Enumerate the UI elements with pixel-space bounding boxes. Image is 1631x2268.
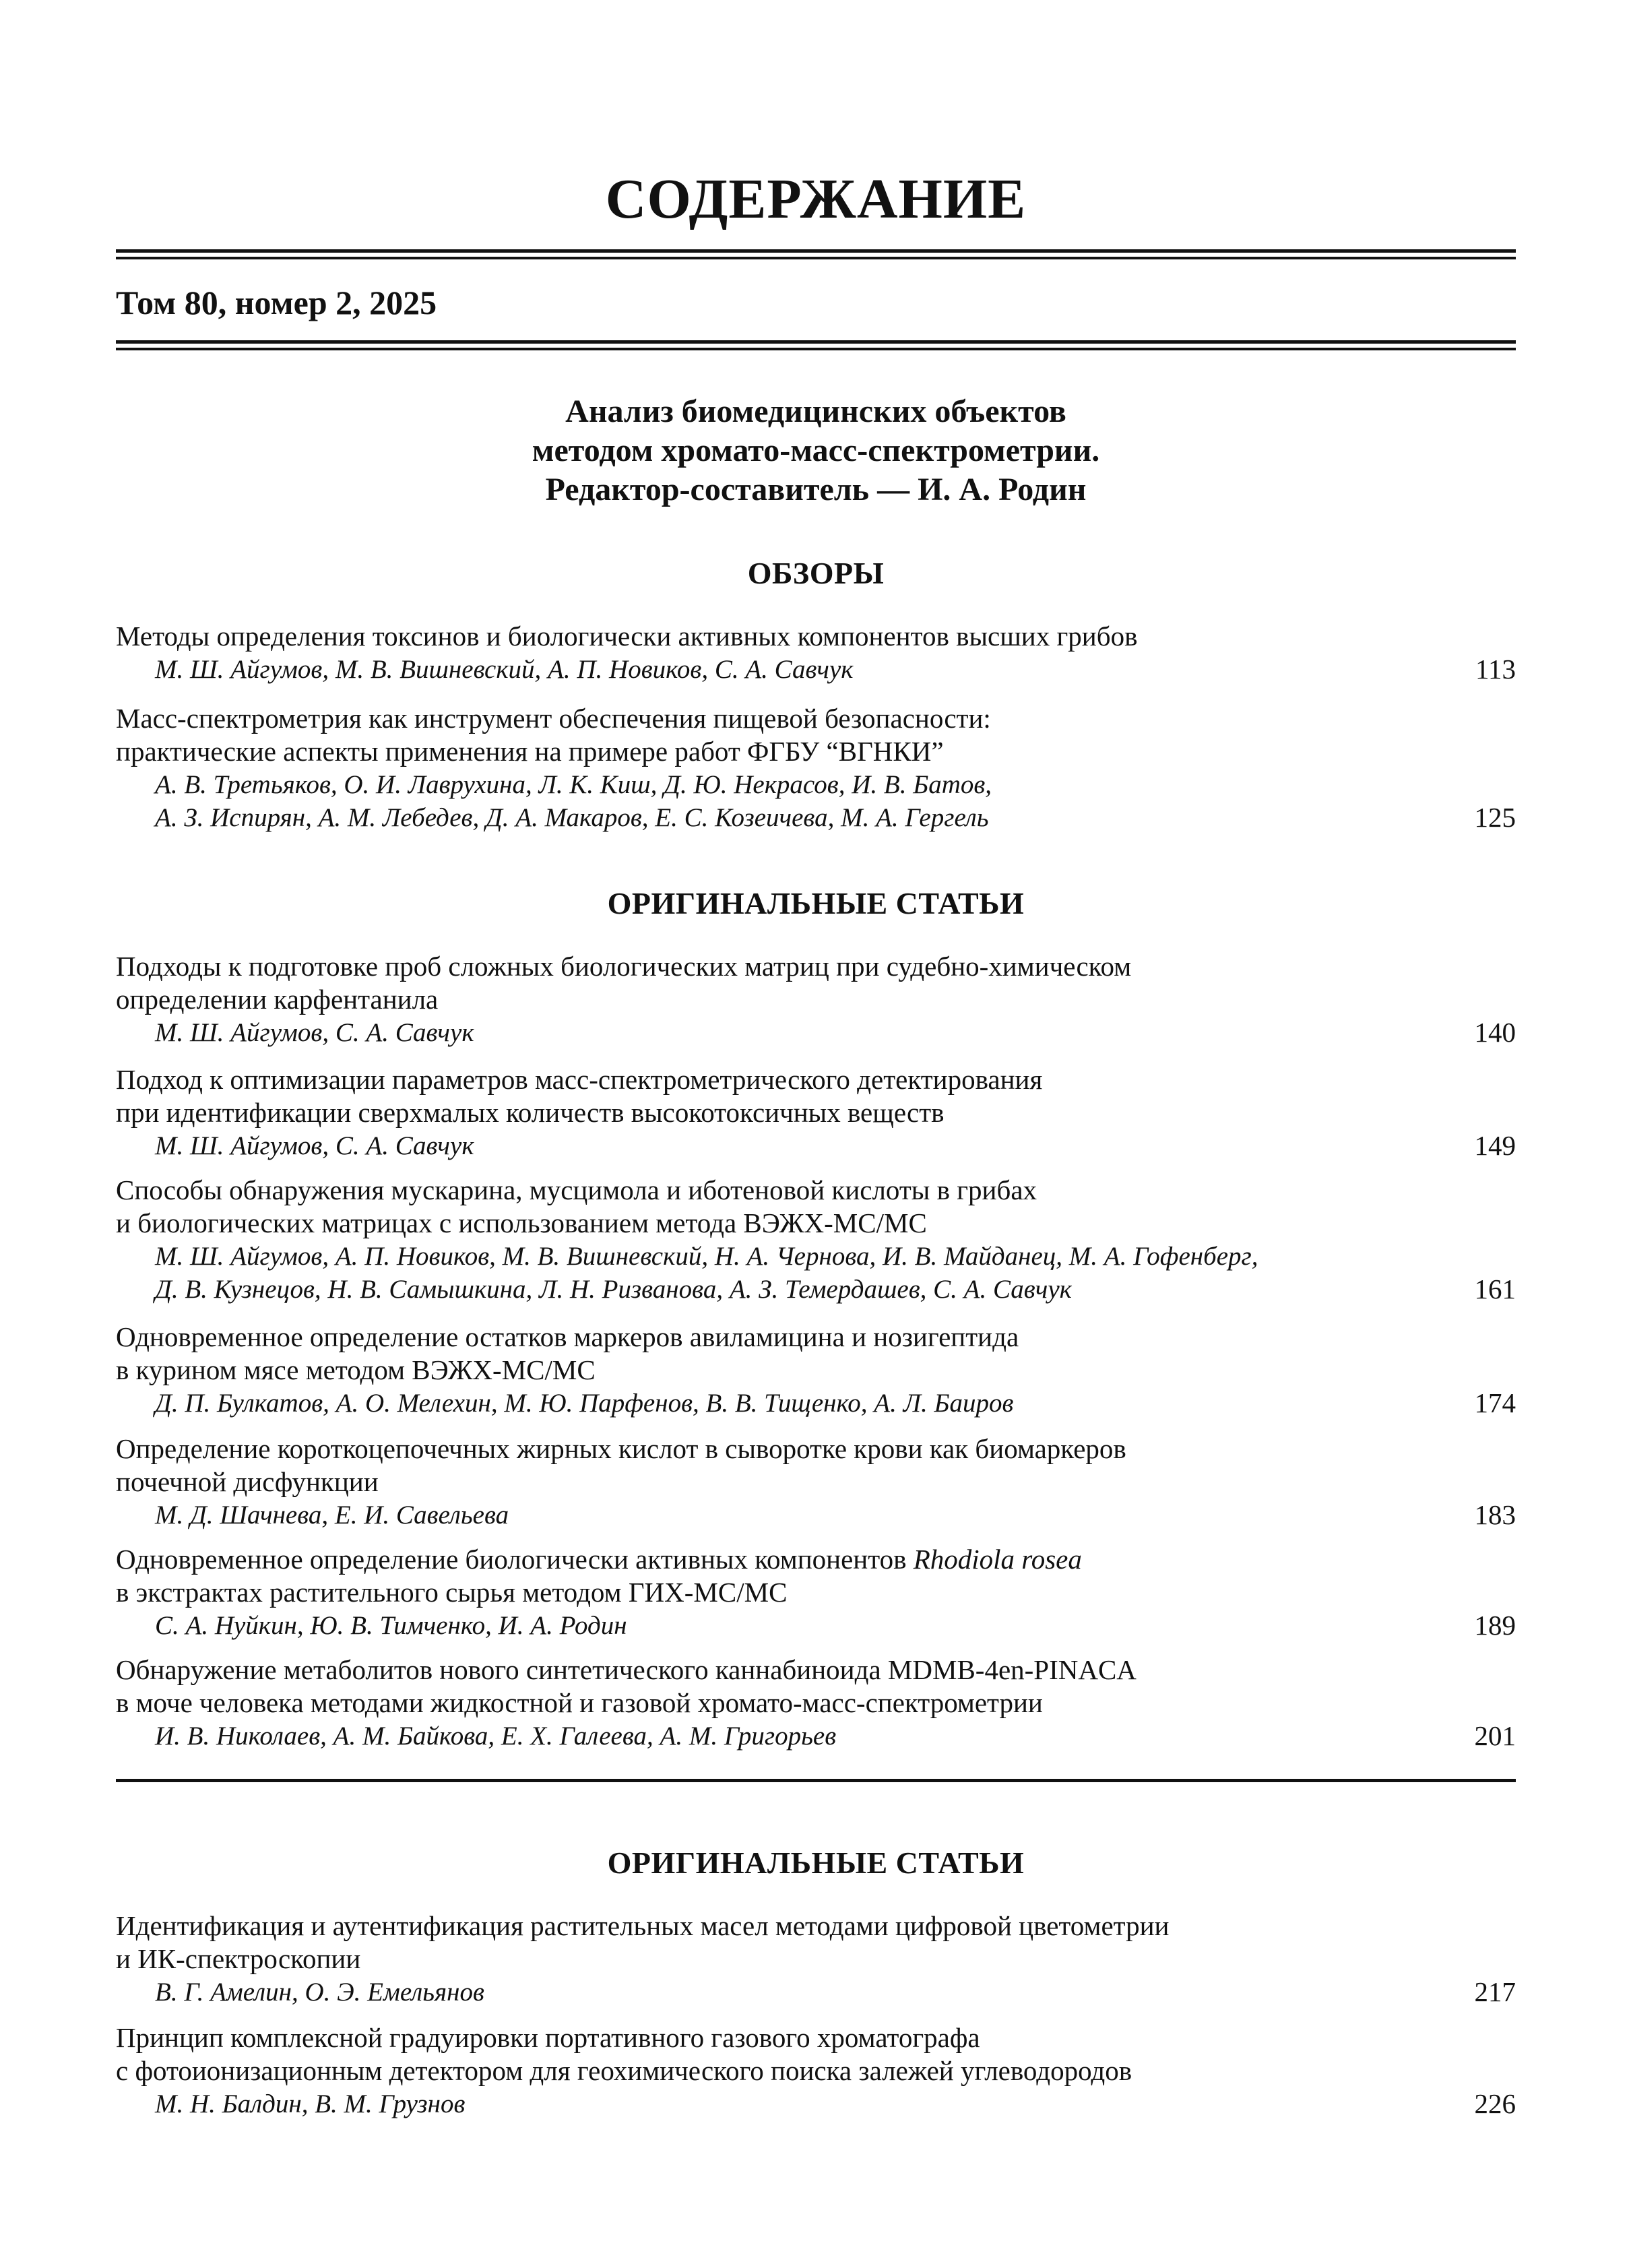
species-name: Rhodiola rosea xyxy=(913,1544,1082,1575)
article-title: Методы определения токсинов и биологически активных компонентов высших грибов xyxy=(116,621,1138,652)
article-authors: М. Ш. Айгумов, М. В. Вишневский, А. П. Новиков, С. А. Савчук xyxy=(155,655,854,684)
article-title: при идентификации сверхмалых количеств высокотоксичных веществ xyxy=(116,1097,945,1128)
article-title: Подходы к подготовке проб сложных биологических матриц при судебно-химическом xyxy=(116,951,1132,982)
special-block-line: Редактор-составитель — И. А. Родин xyxy=(545,472,1087,507)
article-title: определении карфентанила xyxy=(116,984,439,1015)
article-authors: Д. В. Кузнецов, Н. В. Самышкина, Л. Н. Ризванова, А. З. Темердашев, С. А. Савчук xyxy=(155,1275,1072,1304)
toc-entry[interactable] xyxy=(116,620,1516,686)
article-title: Принцип комплексной градуировки портативного газового хроматографа xyxy=(116,2022,980,2053)
page-number: 140 xyxy=(1474,1017,1516,1048)
article-title: Способы обнаружения мускарина, мусцимола и иботеновой кислоты в грибах xyxy=(116,1174,1037,1205)
article-title: практические аспекты применения на примере работ ФГБУ “ВГНКИ” xyxy=(116,736,944,767)
page-number: 149 xyxy=(1474,1130,1516,1161)
issue-double-rule xyxy=(116,340,1516,350)
article-title: и биологических матрицах с использованием метода ВЭЖХ-МС/МС xyxy=(116,1207,927,1238)
toc-entry[interactable] xyxy=(116,950,1516,1049)
article-authors: В. Г. Амелин, О. Э. Емельянов xyxy=(155,1978,484,2007)
section-heading-original: ОРИГИНАЛЬНЫЕ СТАТЬИ xyxy=(607,1846,1025,1880)
article-title: в курином мясе методом ВЭЖХ-МС/МС xyxy=(116,1354,596,1385)
top-double-rule xyxy=(116,249,1516,259)
article-authors: И. В. Николаев, А. М. Байкова, Е. Х. Галеева, А. М. Григорьев xyxy=(155,1722,837,1751)
special-block-line: Анализ биомедицинских объектов xyxy=(565,393,1066,429)
article-authors: М. Ш. Айгумов, С. А. Савчук xyxy=(155,1018,474,1047)
page-number: 113 xyxy=(1475,654,1516,685)
article-title: с фотоионизационным детектором для геохимического поиска залежей углеводородов xyxy=(116,2055,1132,2086)
article-title xyxy=(116,1543,1516,1576)
section-heading-reviews: ОБЗОРЫ xyxy=(747,556,885,590)
page-number: 125 xyxy=(1474,802,1516,833)
article-title: в экстрактах растительного сырья методом ГИХ-МС/МС xyxy=(116,1577,788,1608)
article-title: Идентификация и аутентификация растительных масел методами цифровой цветометрии xyxy=(116,1910,1170,1941)
toc-entry[interactable] xyxy=(116,1432,1516,1532)
page-title: СОДЕРЖАНИЕ xyxy=(605,168,1027,230)
article-title: в моче человека методами жидкостной и газовой хромато-масс-спектрометрии xyxy=(116,1687,1043,1718)
toc-entry[interactable] xyxy=(116,702,1516,834)
page-number: 189 xyxy=(1474,1610,1516,1641)
special-block-heading xyxy=(116,392,1516,509)
article-authors: А. В. Третьяков, О. И. Лаврухина, Л. К. Киш, Д. Ю. Некрасов, И. В. Батов, xyxy=(155,770,992,799)
article-authors: М. Ш. Айгумов, А. П. Новиков, М. В. Вишневский, Н. А. Чернова, И. В. Майданец, М. А. Гофенберг, xyxy=(155,1242,1258,1271)
toc-entry[interactable] xyxy=(116,1543,1516,1642)
section-heading-original: ОРИГИНАЛЬНЫЕ СТАТЬИ xyxy=(607,886,1025,920)
article-title: Одновременное определение остатков маркеров авиламицина и нозигептида xyxy=(116,1321,1019,1352)
article-title: и ИК-спектроскопии xyxy=(116,1943,361,1974)
toc-entry[interactable] xyxy=(116,1174,1516,1306)
toc-entry[interactable] xyxy=(116,1063,1516,1162)
toc-entry[interactable] xyxy=(116,1910,1516,2009)
page-number: 161 xyxy=(1474,1273,1516,1304)
page-number: 201 xyxy=(1474,1720,1516,1751)
article-authors: М. Ш. Айгумов, С. А. Савчук xyxy=(155,1131,474,1160)
page-number: 183 xyxy=(1474,1499,1516,1530)
special-block-line: методом хромато-масс-спектрометрии. xyxy=(532,433,1100,468)
article-authors: С. А. Нуйкин, Ю. В. Тимченко, И. А. Родин xyxy=(155,1611,627,1640)
page-number: 226 xyxy=(1474,2088,1516,2119)
article-title: Обнаружение метаболитов нового синтетического каннабиноида MDMB-4en-PINACA xyxy=(116,1654,1137,1685)
article-title: Масс-спектрометрия как инструмент обеспечения пищевой безопасности: xyxy=(116,703,991,734)
toc-entry[interactable] xyxy=(116,1653,1516,1753)
issue-info: Том 80, номер 2, 2025 xyxy=(116,284,437,321)
article-title: почечной дисфункции xyxy=(116,1466,379,1497)
article-title-text: Одновременное определение биологически активных компонентов xyxy=(116,1544,914,1575)
article-authors: Д. П. Булкатов, А. О. Мелехин, М. Ю. Парфенов, В. В. Тищенко, А. Л. Баиров xyxy=(155,1389,1014,1418)
toc-entry[interactable] xyxy=(116,1321,1516,1420)
section-divider-rule xyxy=(116,1779,1516,1782)
page-number: 217 xyxy=(1474,1976,1516,2007)
article-authors: А. З. Испирян, А. М. Лебедев, Д. А. Макаров, Е. С. Козеичева, М. А. Гергель xyxy=(155,803,989,832)
page-number: 174 xyxy=(1474,1387,1516,1418)
article-title: Подход к оптимизации параметров масс-спектрометрического детектирования xyxy=(116,1064,1043,1095)
toc-entry[interactable] xyxy=(116,2021,1516,2120)
article-title: Определение короткоцепочечных жирных кислот в сыворотке крови как биомаркеров xyxy=(116,1433,1126,1464)
article-authors: М. Н. Балдин, В. М. Грузнов xyxy=(155,2089,466,2118)
article-authors: М. Д. Шачнева, Е. И. Савельева xyxy=(155,1501,509,1530)
